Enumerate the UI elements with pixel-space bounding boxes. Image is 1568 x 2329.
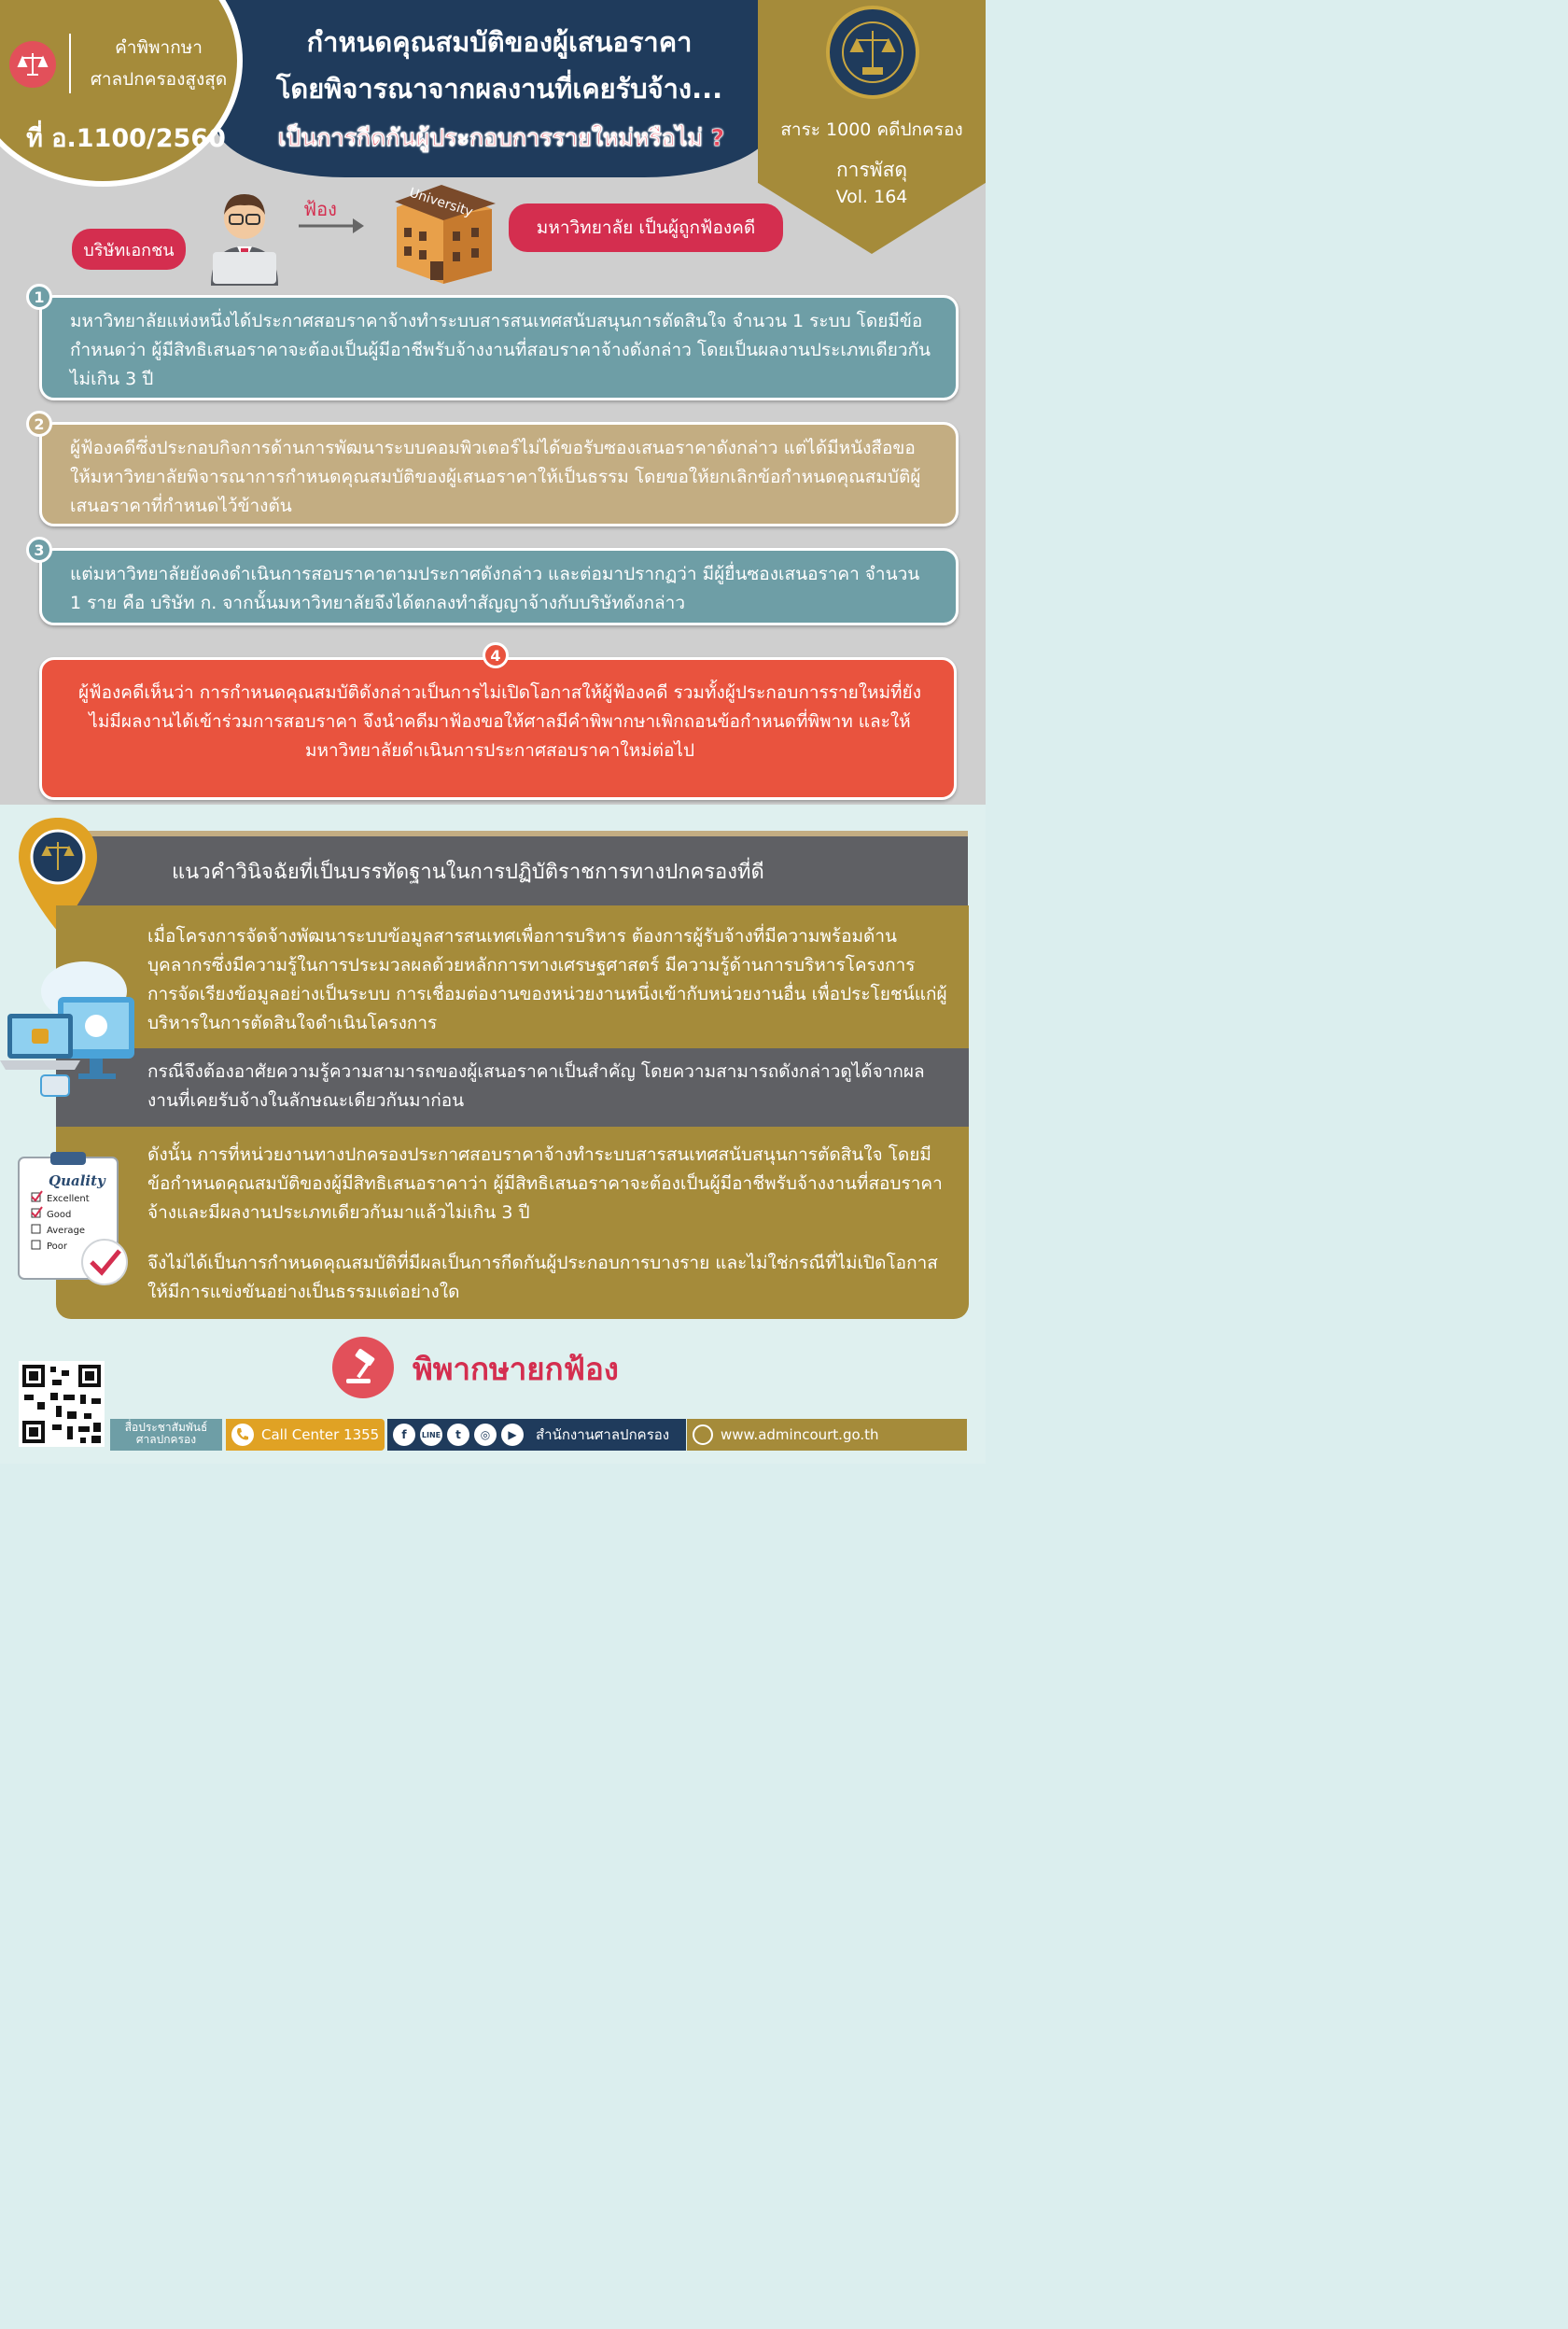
- website-link[interactable]: [687, 1419, 967, 1451]
- principle-header: [67, 831, 968, 905]
- call-center-label: Call Center 1355: [261, 1426, 380, 1443]
- step-box-4: [39, 657, 957, 800]
- quality-item: Excellent: [47, 1194, 90, 1204]
- media-label: [110, 1419, 222, 1451]
- facebook-icon[interactable]: f: [393, 1424, 415, 1446]
- social-links: [387, 1419, 686, 1451]
- gavel-icon: [332, 1337, 394, 1398]
- plaintiff-label: บริษัทเอกชน: [72, 229, 186, 270]
- arrow-right-icon: [297, 215, 366, 241]
- principle-paragraph: กรณีจึงต้องอาศัยความรู้ความสามารถของผู้เสนอราคาเป็นสำคัญ โดยความสามารถดังกล่าวดูได้จากผลงานที่เคยรับจ้างในลักษณะเดียวกันมาก่อน: [147, 1061, 925, 1111]
- step-box-2: [39, 422, 959, 526]
- globe-icon: [693, 1424, 713, 1445]
- step-box-1: [39, 295, 959, 400]
- step-text: ผู้ฟ้องคดีซึ่งประกอบกิจการด้านการพัฒนาระบบคอมพิวเตอร์ไม่ได้ขอรับซองเสนอราคาดังกล่าว แต่ได้มีหนังสือขอให้มหาวิทยาลัยพิจารณาการกำหนดคุณสมบัติของผู้เสนอราคาให้เป็นธรรม โดยขอให้ยกเลิกข้อกำหนดคุณสมบัติผู้เสนอราคาที่กำหนดไว้ข้างต้น: [70, 438, 921, 516]
- line-icon[interactable]: LINE: [420, 1424, 442, 1446]
- office-name: สำนักงานศาลปกครอง: [536, 1426, 670, 1443]
- quality-title: Quality: [49, 1172, 105, 1189]
- series-title: สาระ 1000 คดีปกครอง: [780, 119, 963, 140]
- scales-icon: [9, 41, 56, 88]
- media-line-2: ศาลปกครอง: [135, 1433, 197, 1446]
- step-text: แต่มหาวิทยาลัยยังคงดำเนินการสอบราคาตามประกาศดังกล่าว และต่อมาปรากฏว่า มีผู้ยื่นซองเสนอราคา จำนวน 1 ราย คือ บริษัท ก. จากนั้นมหาวิทยาลัยจึงได้ตกลงทำสัญญาจ้างกับบริษัทดังกล่าว: [70, 564, 920, 613]
- title-line-1: กำหนดคุณสมบัติของผู้เสนอราคา: [306, 26, 693, 58]
- court-seal-icon: [826, 6, 919, 99]
- sue-label: ฟ้อง: [303, 198, 337, 220]
- quality-checklist-icon: [13, 1150, 134, 1294]
- youtube-icon[interactable]: ▶: [501, 1424, 524, 1446]
- principle-title: แนวคำวินิจฉัยที่เป็นบรรทัดฐานในการปฏิบัติราชการทางปกครองที่ดี: [172, 860, 764, 884]
- phone-icon: [231, 1424, 254, 1446]
- businessman-icon: [207, 185, 282, 289]
- media-line-1: สื่อประชาสัมพันธ์: [124, 1421, 208, 1434]
- quality-item: Poor: [47, 1242, 68, 1252]
- step-number: 2: [26, 411, 52, 437]
- university-building-icon: [387, 179, 499, 288]
- case-type-line-1: คำพิพากษา: [115, 37, 203, 58]
- defendant-label: มหาวิทยาลัย เป็นผู้ถูกฟ้องคดี: [509, 203, 783, 252]
- series-volume: Vol. 164: [835, 187, 908, 207]
- principle-paragraph: จึงไม่ได้เป็นการกำหนดคุณสมบัติที่มีผลเป็นการกีดกันผู้ประกอบการบางราย และไม่ใช่กรณีที่ไม่เปิดโอกาสให้มีการแข่งขันอย่างเป็นธรรมแต่อย่างใด: [147, 1253, 938, 1302]
- title-line-2: โดยพิจารณาจากผลงานที่เคยรับจ้าง...: [275, 73, 723, 105]
- university-sign: University: [407, 185, 475, 220]
- instagram-icon[interactable]: ◎: [474, 1424, 497, 1446]
- quality-item: Average: [47, 1226, 86, 1236]
- step-text: ผู้ฟ้องคดีเห็นว่า การกำหนดคุณสมบัติดังกล่าวเป็นการไม่เปิดโอกาสให้ผู้ฟ้องคดี รวมทั้งผู้ประกอบการรายใหม่ที่ยังไม่มีผลงานได้เข้าร่วมการสอบราคา จึงนำคดีมาฟ้องขอให้ศาลมีคำพิพากษาเพิกถอนข้อกำหนดที่พิพาท และให้มหาวิทยาลัยดำเนินการประกาศสอบราคาใหม่ต่อไป: [78, 682, 921, 761]
- principle-paragraph: ดังนั้น การที่หน่วยงานทางปกครองประกาศสอบราคาจ้างทำระบบสารสนเทศสนับสนุนการตัดสินใจ โดยมีข้อกำหนดคุณสมบัติของผู้มีสิทธิเสนอราคาว่า ผู้มีสิทธิเสนอราคาจะต้องเป็นผู้มีอาชีพรับจ้างงานที่สอบราคาจ้างและมีผลงานประเภทเดียวกันมาแล้วไม่เกิน 3 ปี: [147, 1144, 943, 1223]
- title-question: เป็นการกีดกันผู้ประกอบการรายใหม่หรือไม่ ?: [277, 124, 725, 151]
- step-box-3: [39, 548, 959, 625]
- series-category: การพัสดุ: [835, 159, 908, 181]
- principle-paragraph: เมื่อโครงการจัดจ้างพัฒนาระบบข้อมูลสารสนเทศเพื่อการบริหาร ต้องการผู้รับจ้างที่มีความพร้อมด้านบุคลากรซึ่งมีความรู้ในการประมวลผลด้วยหลักการทางเศรษฐศาสตร์ มีความรู้ด้านการบริหารโครงการ การจัดเรียงข้อมูลอย่างเป็นระบบ การเชื่อมต่องานของหน่วยงานหนึ่งเข้ากับหน่วยงานอื่น เพื่อประโยชน์แก่ผู้บริหารในการตัดสินใจดำเนินโครงการ: [147, 926, 947, 1033]
- website-url: www.admincourt.go.th: [721, 1426, 879, 1443]
- step-text: มหาวิทยาลัยแห่งหนึ่งได้ประกาศสอบราคาจ้างทำระบบสารสนเทศสนับสนุนการตัดสินใจ จำนวน 1 ระบบ โดยมีข้อกำหนดว่า ผู้มีสิทธิเสนอราคาจะต้องเป็นผู้มีอาชีพรับจ้างงานที่สอบราคาจ้างดังกล่าว โดยเป็นผลงานประเภทเดียวกันไม่เกิน 3 ปี: [70, 311, 931, 389]
- cloud-computers-icon: [0, 954, 140, 1107]
- step-number: 1: [26, 284, 52, 310]
- quality-item: Good: [47, 1210, 72, 1220]
- badge-divider: [69, 34, 71, 93]
- verdict-text: พิพากษายกฟ้อง: [413, 1351, 619, 1387]
- qr-code-icon[interactable]: [19, 1361, 105, 1447]
- step-number: 3: [26, 537, 52, 563]
- step-number: 4: [483, 642, 509, 668]
- twitter-icon[interactable]: t: [447, 1424, 469, 1446]
- case-type-line-2: ศาลปกครองสูงสุด: [90, 69, 228, 90]
- case-number: ที่ อ.1100/2560: [26, 124, 226, 153]
